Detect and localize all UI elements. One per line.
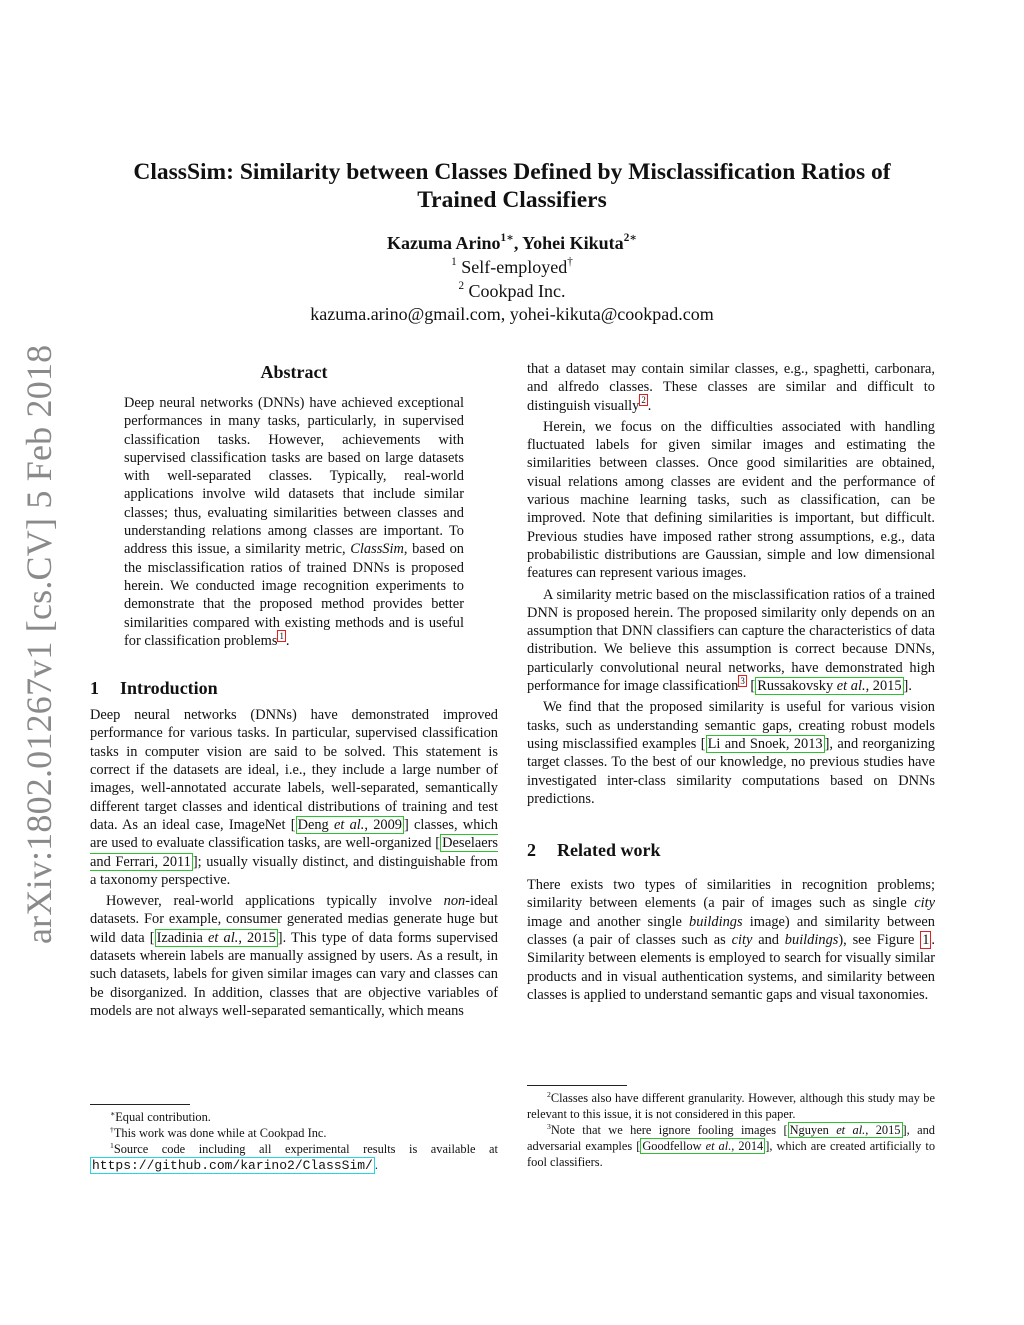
figure-link[interactable]: 1 <box>922 932 930 949</box>
citation-link[interactable]: Deselaers and Ferrari, 2011 <box>90 835 498 870</box>
emphasis: non <box>443 893 466 910</box>
footnote-mark: † <box>110 1124 114 1134</box>
affiliation-mark: 1 <box>451 256 457 269</box>
left-footnotes <box>90 1104 498 1174</box>
abstract-text <box>124 394 464 650</box>
emphasis: city <box>914 895 935 912</box>
text-run: image and another single <box>527 913 690 930</box>
citation-year: , 2009 <box>364 816 402 833</box>
footnote-text: ], which are created artificially to fool classifiers. <box>527 1139 936 1169</box>
author-list <box>100 231 924 255</box>
citation-etal: et al. <box>333 816 365 833</box>
emphasis: buildings <box>689 913 743 930</box>
author-emails: kazuma.arino@gmail.com, yohei-kikuta@cookpad.com <box>310 304 714 324</box>
citation-link[interactable] <box>788 1122 903 1138</box>
footnote-mark: 3 <box>547 1121 551 1131</box>
citation-text: Goodfellow <box>642 1139 706 1153</box>
section-number: 1 <box>90 678 99 699</box>
citation-year: , 2015 <box>238 929 276 946</box>
section-number: 2 <box>527 840 536 861</box>
citation-text: Nguyen <box>789 1123 837 1137</box>
citation-year: , 2015 <box>865 678 902 695</box>
footnote-3 <box>527 1122 935 1170</box>
metric-name: ClassSim <box>350 541 404 558</box>
footnote-2 <box>527 1090 935 1122</box>
footnote-mark: 2 <box>547 1089 551 1099</box>
author-mark: 2∗ <box>623 232 637 245</box>
footnote-1 <box>90 1141 498 1174</box>
affiliation-mark: 2 <box>458 280 465 293</box>
section-title: Introduction <box>120 678 218 699</box>
text-run: We find that the proposed similarity is useful for various vision tasks, such as understanding semantic gaps, creating robust models using misclassified examples [ <box>527 699 935 752</box>
text-run: ]; usually visually distinct, and distinguishable from a taxonomy perspective. <box>90 853 498 888</box>
author-mark: 1∗ <box>500 232 514 245</box>
citation-link[interactable] <box>296 816 404 834</box>
text-run: image) and similarity between classes (a pair of classes such as <box>527 913 935 949</box>
text-run: that a dataset may contain similar classes, e.g., spaghetti, carbonara, and alfredo classes. These classes are similar and difficult to distinguish visually <box>527 361 935 414</box>
text-run: ], and reorganizing target classes. To the best of our knowledge, no previous studies have investigated inter-class similarity computations based on DNNs predictions. <box>527 735 935 807</box>
footnote-divider <box>527 1085 627 1086</box>
right-paragraph-4 <box>527 698 935 808</box>
citation-link[interactable] <box>155 929 278 947</box>
footnote-equal <box>90 1109 498 1125</box>
footnote-link[interactable]: 1 <box>279 630 284 641</box>
citation-etal: et al. <box>705 1139 732 1153</box>
author-name: Kazuma Arino <box>387 233 501 253</box>
text-run: [ <box>746 678 756 695</box>
text-run: ), see Figure <box>838 932 921 949</box>
right-paragraph-1 <box>527 360 935 415</box>
section-heading-related-work <box>527 838 935 862</box>
emphasis: buildings <box>784 932 839 949</box>
affiliation-dagger: † <box>567 256 573 269</box>
section-title: Related work <box>557 840 661 861</box>
author-separator: , <box>513 233 523 253</box>
abstract-part: . <box>285 632 290 649</box>
text-run: -ideal datasets. For example, consumer generated medias generate huge but wild data [ <box>90 893 498 946</box>
footnote-mark: 1 <box>110 1140 114 1150</box>
affiliation-text: Cookpad Inc. <box>468 281 566 301</box>
footnote-text: Equal contribution. <box>115 1110 211 1124</box>
right-paragraph-2: Herein, we focus on the difficulties associated with handling fluctuated labels for given similar images and estimating the similarities between classes. Once good similarities are obtained, visual relations among classes are evident and the performance of various machine learning tasks, such as classification, can be improved. Note that defining similarities is important, but difficult. Previous studies have imposed rather strong assumptions, e.g., data probabilistic distributions are Gaussian, simple and low dimensional features can represent various images. <box>527 418 935 582</box>
right-paragraph-3 <box>527 586 935 696</box>
paper-title: ClassSim: Similarity between Classes Defined by Misclassification Ratios of Trained Classifiers <box>133 159 891 213</box>
section-heading-introduction <box>90 676 498 700</box>
footnote-text: . <box>374 1158 378 1172</box>
footnote-text: Classes also have different granularity. However, although this study may be relevant to this issue, it is not considered in this paper. <box>527 1091 935 1121</box>
text-run: However, real-world applications typically involve <box>106 893 444 910</box>
affiliation-1 <box>100 255 924 279</box>
text-run: ]. This type of data forms supervised datasets wherein labels are manually assigned by users. As a result, in such datasets, labels for given similar images can vary and classes can be disorganized. In addition, classes that are objective variables of models are not always well-separated semantically, which means <box>90 929 498 1019</box>
footnote-link[interactable]: 3 <box>740 675 745 686</box>
intro-paragraph-1 <box>90 706 498 889</box>
text-run: and <box>752 932 785 949</box>
footnote-text: ], and adversarial examples [ <box>527 1123 936 1153</box>
author-name: Yohei Kikuta <box>522 233 624 253</box>
footnote-divider <box>90 1104 190 1105</box>
footnote-link[interactable]: 2 <box>641 395 646 406</box>
footnote-cookpad <box>90 1125 498 1141</box>
text-run: ] classes, which are used to evaluate classification tasks, are well-organized [ <box>90 816 498 852</box>
abstract-heading: Abstract <box>260 362 328 382</box>
footnote-text: This work was done while at Cookpad Inc. <box>113 1126 327 1140</box>
citation-link[interactable]: Li and Snoek, 2013 <box>707 735 823 752</box>
affiliation-text: Self-employed <box>461 257 568 277</box>
source-code-link[interactable]: https://github.com/karino2/ClassSim/ <box>92 1158 373 1173</box>
citation-year: , 2014 <box>731 1139 764 1153</box>
right-footnotes <box>527 1085 935 1170</box>
citation-text: Deng <box>297 816 334 833</box>
left-column <box>90 360 498 1020</box>
text-run: There exists two types of similarities in recognition problems; similarity between elements (a pair of images such as single <box>527 877 935 912</box>
text-run: Deep neural networks (DNNs) have demonstrated improved performance for various tasks. In particular, supervised classification tasks in computer vision are said to be solved. This statement is correct if the datasets are ideal, i.e., they include a large number of images, well-annotated accurate labels, well-separated, semantically different target classes and identical distributions of training and test data. As an ideal case, ImageNet [ <box>90 707 498 833</box>
emphasis: city <box>731 932 753 949</box>
text-run: ]. <box>903 678 912 695</box>
text-run: . <box>647 397 652 414</box>
citation-year: , 2015 <box>865 1123 901 1137</box>
citation-etal: et al. <box>208 929 239 946</box>
affiliation-2 <box>100 279 924 303</box>
right-column <box>527 360 935 1004</box>
abstract-part: , based on the misclassification ratios of trained DNNs is proposed herein. We conducted image recognition experiments to demonstrate that the proposed method provides better similarities compared with existing methods and is useful for classification problems <box>124 541 464 649</box>
citation-etal: et al. <box>836 1123 866 1137</box>
footnote-text: Source code including all experimental results is available at <box>113 1142 498 1156</box>
text-run: . Similarity between elements is employed to search for visually similar products and in visual authentication systems, and similarity between classes is applied to understand semantic gaps and visual taxonomies. <box>527 932 935 1003</box>
citation-link[interactable] <box>755 677 903 695</box>
related-paragraph-1 <box>527 876 935 1004</box>
intro-paragraph-2 <box>90 892 498 1020</box>
footnote-mark: ∗ <box>110 1108 116 1118</box>
citation-text: Russakovsky <box>757 678 837 695</box>
citation-text: Izadinia <box>156 929 209 946</box>
arxiv-identifier: arXiv:1802.01267v1 [cs.CV] 5 Feb 2018 <box>19 344 59 944</box>
citation-link[interactable] <box>640 1138 765 1154</box>
abstract-part: Deep neural networks (DNNs) have achieved exceptional performances in many tasks, particularly, in supervised classification tasks. However, achievements with supervised classification tasks are based on large datasets with well-separated classes. Typically, real-world applications involve wild datasets that include similar classes; thus, evaluating similarities between classes and understanding relations among classes are important. To address this issue, a similarity metric, <box>124 395 464 558</box>
citation-etal: et al. <box>836 678 866 695</box>
footnote-text: Note that we here ignore fooling images [ <box>550 1123 788 1137</box>
text-run: A similarity metric based on the misclassification ratios of a trained DNN is proposed herein. The proposed similarity only depends on an assumption that DNN classifiers can capture the characteristics of data distribution. We believe this assumption is correct because DNNs, particularly convolutional neural networks, have demonstrated high performance for image classification <box>527 586 935 695</box>
